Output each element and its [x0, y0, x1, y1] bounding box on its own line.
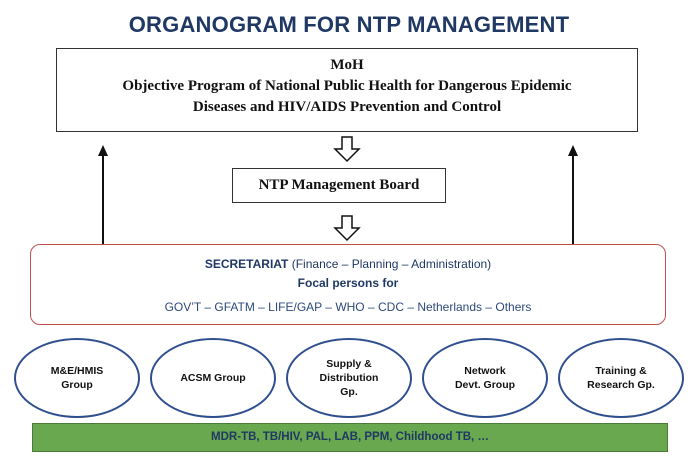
down-arrow-icon — [335, 137, 359, 161]
focal-persons-label: Focal persons for — [297, 276, 399, 290]
group-label: Network Devt. Group — [454, 365, 516, 391]
diagram-title: ORGANOGRAM FOR NTP MANAGEMENT — [128, 12, 570, 37]
partners-list: GOV’T – GFATM – LIFE/GAP – WHO – CDC – Netherlands – Others — [164, 300, 532, 314]
group-label: Training & Research Gp. — [587, 365, 655, 391]
moh-line-3: Diseases and HIV/AIDS Prevention and Control — [192, 99, 502, 115]
moh-line-1: MoH — [330, 57, 364, 73]
moh-line-2: Objective Program of National Public Health for Dangerous Epidemic — [122, 78, 572, 94]
group-label: Supply & Distribution Gp. — [319, 358, 379, 398]
group-label: M&E/HMIS Group — [50, 365, 104, 391]
up-arrow-icon — [98, 145, 108, 156]
down-arrow-icon — [335, 216, 359, 240]
up-arrow-icon — [568, 145, 578, 156]
group-label: ACSM Group — [180, 372, 246, 384]
management-board-box: NTP Management Board — [232, 168, 446, 203]
secretariat-detail: (Finance – Planning – Administration) — [288, 257, 492, 271]
programs-bar: MDR-TB, TB/HIV, PAL, LAB, PPM, Childhood TB, … — [32, 423, 668, 452]
secretariat-label: SECRETARIAT — [204, 257, 289, 271]
